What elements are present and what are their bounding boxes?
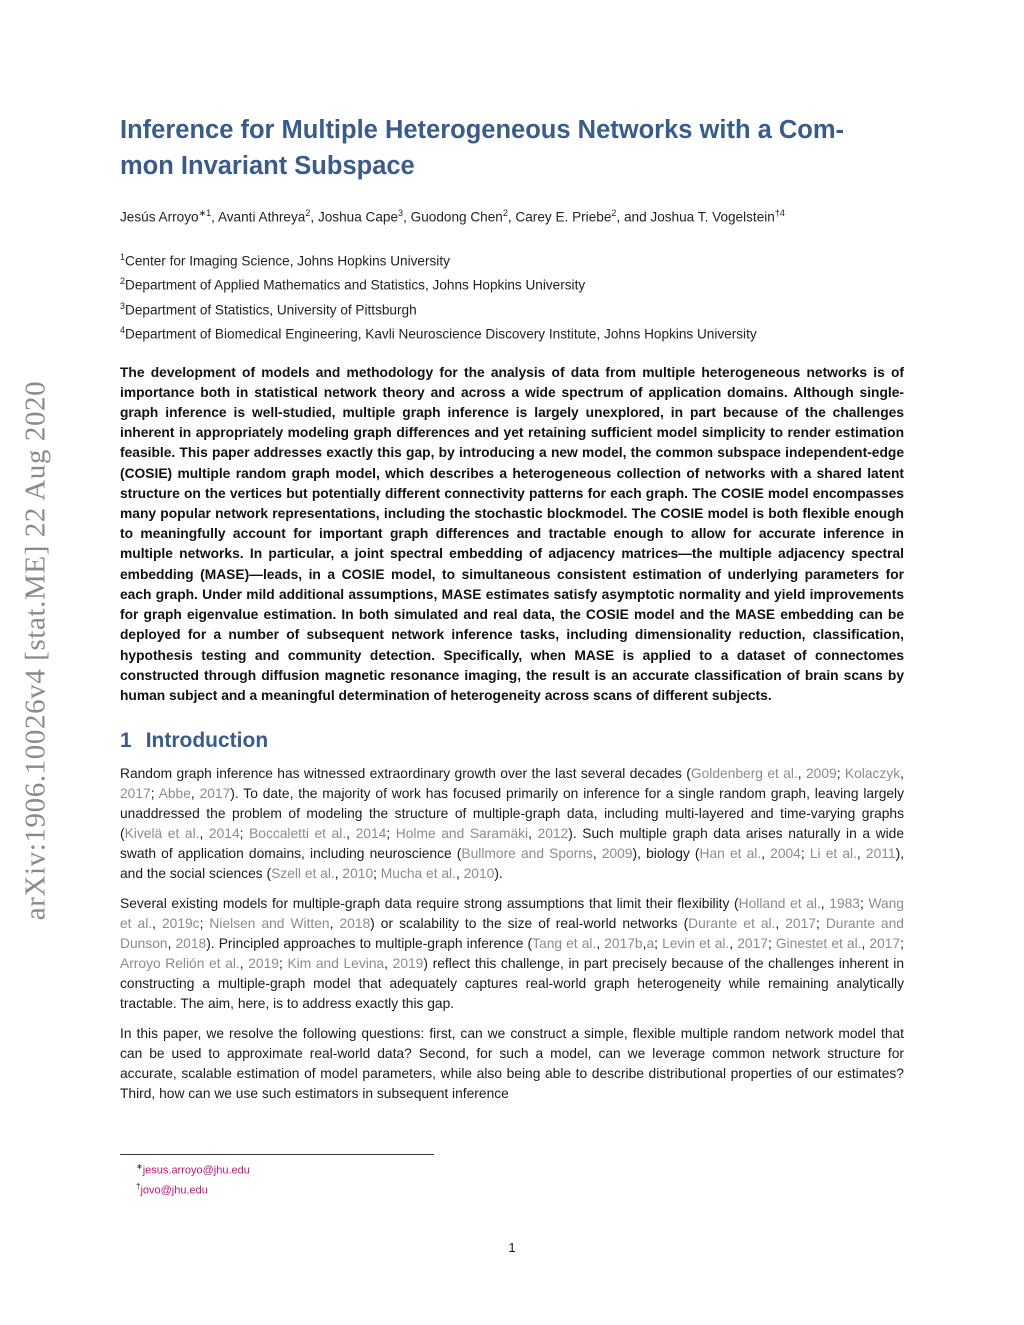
- author-affiliation-mark: ∗1: [198, 208, 212, 218]
- citation-link[interactable]: 2017: [199, 786, 231, 802]
- citation-link[interactable]: 2017: [785, 916, 816, 932]
- body-paragraph: In this paper, we resolve the following questions: first, can we construct a simple, flexible multiple random network model that can be used to approximate real-world data? Second, for such a model, can we leverage common network structure for accurate, scalable estimation of model parameters, while also being able to describe distributional properties of our estimates? Third, how can we use such estimators in subsequent inference: [120, 1026, 904, 1102]
- citation-link[interactable]: Holland et al.: [738, 896, 821, 912]
- citation-link[interactable]: 2018: [175, 936, 207, 952]
- footnote-divider: [120, 1154, 434, 1155]
- affiliation-number: 4: [120, 325, 126, 336]
- citation-link[interactable]: 2017: [869, 936, 901, 952]
- author-name: Guodong Chen: [410, 209, 503, 225]
- citation-link[interactable]: 2014: [208, 826, 240, 842]
- affiliation-text: Department of Biomedical Engineering, Kavli Neuroscience Discovery Institute, Johns Hopkins University: [125, 326, 757, 342]
- affiliation-text: Center for Imaging Science, Johns Hopkins University: [125, 253, 450, 269]
- affiliation-line: [120, 296, 904, 321]
- citation-link[interactable]: 2018: [339, 916, 371, 932]
- citation-link[interactable]: Durante et al.: [688, 916, 776, 932]
- section-title: Introduction: [145, 729, 269, 753]
- affiliation-text: Department of Applied Mathematics and Statistics, Johns Hopkins University: [125, 277, 586, 293]
- citation-link[interactable]: Arroyo Relión et al.: [120, 956, 240, 972]
- citation-link[interactable]: 2009: [601, 846, 633, 862]
- author-affiliation-mark: 2: [611, 208, 617, 218]
- footnote-item: [136, 1159, 250, 1179]
- citation-link[interactable]: 2012: [537, 826, 569, 842]
- citation-link[interactable]: Kivelä et al.: [124, 826, 200, 842]
- citation-link[interactable]: 2019c: [161, 916, 200, 932]
- author-name: Avanti Athreya: [217, 209, 306, 225]
- paper-page: [120, 112, 904, 1104]
- citation-link[interactable]: Kolaczyk: [844, 766, 901, 782]
- citation-link[interactable]: Abbe: [158, 786, 191, 802]
- footnotes: [136, 1159, 250, 1198]
- citation-link[interactable]: Nielsen and Witten: [209, 916, 330, 932]
- author-affiliation-mark: 3: [398, 208, 404, 218]
- citation-link[interactable]: Wang et al.: [120, 896, 904, 932]
- citation-link[interactable]: 2019: [392, 956, 424, 972]
- author-affiliation-mark: 2: [305, 208, 311, 218]
- author-affiliation-mark: †4: [774, 208, 785, 218]
- footnote-mark: †: [136, 1181, 141, 1191]
- citation-link[interactable]: Mucha et al.: [380, 866, 456, 882]
- citation-link[interactable]: 2011: [865, 846, 896, 862]
- citation-link[interactable]: 2004: [770, 846, 801, 862]
- author-name: Carey E. Priebe: [515, 209, 612, 225]
- affiliation-number: 1: [120, 251, 126, 262]
- citation-link[interactable]: Li et al.: [809, 846, 857, 862]
- citation-link[interactable]: Durante and Dunson: [120, 916, 904, 952]
- citation-link[interactable]: 2010: [342, 866, 374, 882]
- affiliation-list: [120, 247, 904, 345]
- citation-link[interactable]: Han et al.: [699, 846, 762, 862]
- footnote-email-link[interactable]: jesus.arroyo@jhu.edu: [142, 1164, 250, 1177]
- introduction-body: [120, 764, 904, 1104]
- citation-link[interactable]: Ginestet et al.: [775, 936, 862, 952]
- footnote-item: [136, 1179, 250, 1199]
- affiliation-number: 3: [120, 300, 126, 311]
- footnote-email-link[interactable]: jovo@jhu.edu: [140, 1184, 208, 1197]
- author-affiliation-mark: 2: [502, 208, 508, 218]
- arxiv-identifier-text: arXiv:1906.10026v4 [stat.ME] 22 Aug 2020: [19, 380, 52, 920]
- page-number: 1: [508, 1240, 516, 1255]
- body-paragraph: Several existing models for multiple-graph data require strong assumptions that limit their flexibility (Holland et al., 1983; Wang et al., 2019c; Nielsen and Witten, 2018) or scalability to the size of real-world networks (Durante et al., 2017; Durante and Dunson, 2018). Principled approaches to multiple-graph inference (Tang et al., 2017b,a; Levin et al., 2017; Ginestet et al., 2017; Arroyo Relión et al., 2019; Kim and Levina, 2019) reflect this challenge, in part precisely because of the challenges inherent in constructing a multiple-graph model that adequately captures real-world graph heterogeneity while remaining analytically tractable. The aim, here, is to address exactly this gap.: [120, 896, 904, 1012]
- citation-link[interactable]: Goldenberg et al.: [690, 766, 798, 782]
- affiliation-number: 2: [120, 276, 126, 287]
- citation-link[interactable]: Boccaletti et al.: [249, 826, 347, 842]
- citation-link[interactable]: 2017b: [604, 936, 643, 952]
- affiliation-text: Department of Statistics, University of Pittsburgh: [125, 302, 417, 318]
- citation-link[interactable]: 2010: [463, 866, 495, 882]
- paper-title: Inference for Multiple Heterogeneous Networks with a Com- mon Invariant Subspace: [120, 116, 845, 180]
- citation-link[interactable]: 2017: [737, 936, 768, 952]
- author-name: Joshua Cape: [317, 209, 399, 225]
- author-name: Jesús Arroyo: [120, 209, 199, 225]
- citation-link[interactable]: a: [646, 936, 655, 952]
- citation-link[interactable]: 2014: [355, 826, 387, 842]
- citation-link[interactable]: Holme and Saramäki: [395, 826, 529, 842]
- citation-link[interactable]: 1983: [829, 896, 860, 912]
- affiliation-line: [120, 320, 904, 345]
- citation-link[interactable]: 2017: [120, 786, 151, 802]
- body-paragraph: Random graph inference has witnessed extraordinary growth over the last several decades (Goldenberg et al., 2009; Kolaczyk, 2017; Abbe, 2017). To date, the majority of work has focused primarily on inference for a single random graph, leaving largely unaddressed the problem of modeling the structure of multiple-graph data, including multi-layered and time-varying graphs (Kivelä et al., 2014; Boccaletti et al., 2014; Holme and Saramäki, 2012). Such multiple graph data arises naturally in a wide swath of application domains, including neuroscience (Bullmore and Sporns, 2009), biology (Han et al., 2004; Li et al., 2011), and the social sciences (Szell et al., 2010; Mucha et al., 2010).: [120, 766, 905, 882]
- citation-link[interactable]: Bullmore and Sporns: [461, 846, 593, 862]
- arxiv-identifier-stamp: [8, 340, 64, 960]
- author-list: Jesús Arroyo$^{∗1}$, Avanti Athreya$^2$, Joshua Cape$^3$, Guodong Chen$^2$, Carey E. Priebe$^2$, and Joshua T. Vogelstein$^{\dagger 4}$: [120, 208, 785, 225]
- citation-link[interactable]: Tang et al.: [532, 936, 597, 952]
- citation-link[interactable]: 2019: [248, 956, 279, 972]
- author-name: Joshua T. Vogelstein: [650, 209, 775, 225]
- section-heading: [120, 728, 904, 754]
- abstract: The development of models and methodology for the analysis of data from multiple heterogeneous networks is of importance both in statistical network theory and across a wide spectrum of application domains. Although single-graph inference is well-studied, multiple graph inference is largely unexplored, in part because of the challenges inherent in appropriately modeling graph differences and yet retaining sufficient model simplicity to render estimation feasible. This paper addresses exactly this gap, by introducing a new model, the common subspace independent-edge (COSIE) multiple random graph model, which describes a heterogeneous collection of networks with a shared latent structure on the vertices but potentially different connectivity patterns for each graph. The COSIE model encompasses many popular network representations, including the stochastic blockmodel. The COSIE model is both flexible enough to meaningfully account for important graph differences and tractable enough to allow for accurate inference in multiple networks. In particular, a joint spectral embedding of adjacency matrices—the multiple adjacency spectral embedding (MASE)—leads, in a COSIE model, to simultaneous consistent estimation of underlying parameters for each graph. Under mild additional assumptions, MASE estimates satisfy asymptotic normality and yield improvements for graph eigenvalue estimation. In both simulated and real data, the COSIE model and the MASE embedding can be deployed for a number of subsequent network inference tasks, including dimensionality reduction, classification, hypothesis testing and community detection. Specifically, when MASE is applied to a dataset of connectomes constructed through diffusion magnetic resonance imaging, the result is an accurate classification of brain scans by human subject and a meaningful determination of heterogeneity across scans of different subjects.: [120, 364, 904, 703]
- citation-link[interactable]: Szell et al.: [271, 866, 335, 882]
- footnote-mark: ∗: [136, 1162, 143, 1171]
- citation-link[interactable]: Kim and Levina: [287, 956, 385, 972]
- affiliation-line: [120, 247, 904, 272]
- affiliation-line: [120, 271, 904, 296]
- section-number: 1: [120, 729, 132, 753]
- citation-link[interactable]: Levin et al.: [662, 936, 730, 952]
- citation-link[interactable]: 2009: [806, 766, 837, 782]
